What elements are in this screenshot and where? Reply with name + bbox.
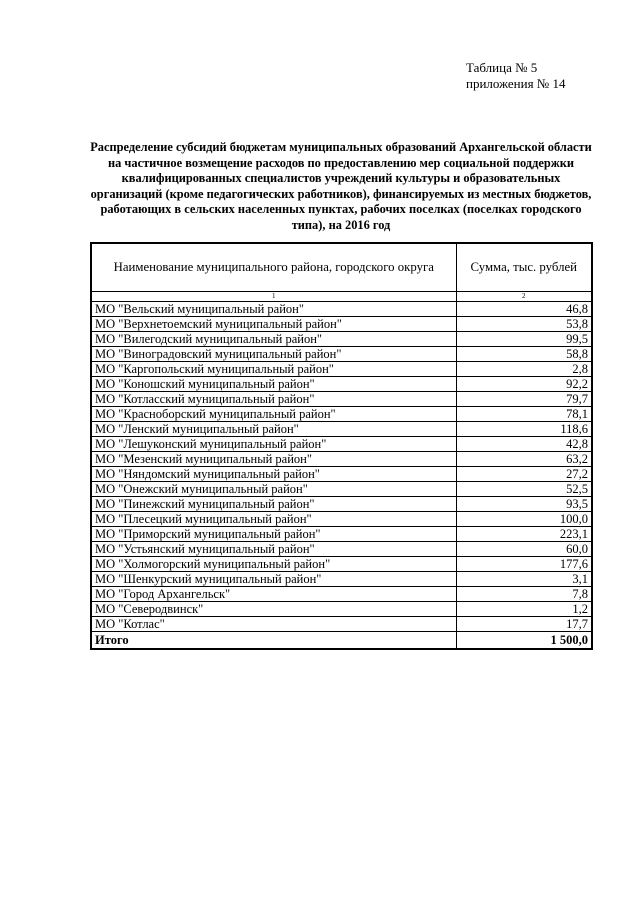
- subsidy-amount: 2,8: [456, 362, 592, 377]
- municipality-name: МО "Котласский муниципальный район": [91, 392, 456, 407]
- subsidy-amount: 177,6: [456, 557, 592, 572]
- subsidy-amount: 58,8: [456, 347, 592, 362]
- municipality-name: МО "Виноградовский муниципальный район": [91, 347, 456, 362]
- column-number-1: 1: [91, 292, 456, 302]
- table-row: [91, 587, 592, 602]
- municipality-name: МО "Вельский муниципальный район": [91, 302, 456, 317]
- municipality-name: МО "Город Архангельск": [91, 587, 456, 602]
- municipality-name: МО "Шенкурский муниципальный район": [91, 572, 456, 587]
- table-row: [91, 362, 592, 377]
- municipality-name: МО "Каргопольский муниципальный район": [91, 362, 456, 377]
- table-row: [91, 422, 592, 437]
- total-row: [91, 632, 592, 650]
- table-row: [91, 467, 592, 482]
- column-number-row: [91, 292, 592, 302]
- municipality-name: МО "Вилегодский муниципальный район": [91, 332, 456, 347]
- column-header-sum: Сумма, тыс. рублей: [456, 243, 592, 292]
- subsidy-amount: 60,0: [456, 542, 592, 557]
- subsidy-amount: 99,5: [456, 332, 592, 347]
- municipality-name: МО "Няндомский муниципальный район": [91, 467, 456, 482]
- table-row: [91, 437, 592, 452]
- subsidy-amount: 17,7: [456, 617, 592, 632]
- table-row: [91, 392, 592, 407]
- table-row: [91, 332, 592, 347]
- subsidy-amount: 42,8: [456, 437, 592, 452]
- column-header-name: Наименование муниципального района, городского округа: [91, 243, 456, 292]
- municipality-name: МО "Мезенский муниципальный район": [91, 452, 456, 467]
- municipality-name: МО "Коношский муниципальный район": [91, 377, 456, 392]
- subsidy-amount: 118,6: [456, 422, 592, 437]
- municipality-name: МО "Верхнетоемский муниципальный район": [91, 317, 456, 332]
- table-row: [91, 347, 592, 362]
- municipality-name: МО "Ленский муниципальный район": [91, 422, 456, 437]
- subsidy-amount: 52,5: [456, 482, 592, 497]
- subsidy-amount: 78,1: [456, 407, 592, 422]
- table-row: [91, 452, 592, 467]
- table-row: [91, 512, 592, 527]
- municipality-name: МО "Устьянский муниципальный район": [91, 542, 456, 557]
- subsidy-amount: 1,2: [456, 602, 592, 617]
- subsidy-amount: 223,1: [456, 527, 592, 542]
- table-row: [91, 302, 592, 317]
- table-row: [91, 317, 592, 332]
- table-row: [91, 602, 592, 617]
- subsidy-amount: 27,2: [456, 467, 592, 482]
- table-row: [91, 527, 592, 542]
- table-number: Таблица № 5: [466, 60, 538, 75]
- table-row: [91, 497, 592, 512]
- table-row: [91, 377, 592, 392]
- municipality-name: МО "Плесецкий муниципальный район": [91, 512, 456, 527]
- municipality-name: МО "Красноборский муниципальный район": [91, 407, 456, 422]
- subsidy-amount: 7,8: [456, 587, 592, 602]
- subsidy-amount: 3,1: [456, 572, 592, 587]
- total-label: Итого: [91, 632, 456, 650]
- subsidy-amount: 79,7: [456, 392, 592, 407]
- table-row: [91, 557, 592, 572]
- municipality-name: МО "Северодвинск": [91, 602, 456, 617]
- subsidy-amount: 63,2: [456, 452, 592, 467]
- subsidy-table: [90, 242, 593, 650]
- column-number-2: 2: [456, 292, 592, 302]
- table-body: [91, 302, 592, 632]
- appendix-number: приложения № 14: [466, 76, 566, 91]
- municipality-name: МО "Холмогорский муниципальный район": [91, 557, 456, 572]
- municipality-name: МО "Котлас": [91, 617, 456, 632]
- table-row: [91, 542, 592, 557]
- table-row: [91, 617, 592, 632]
- table-row: [91, 407, 592, 422]
- subsidy-amount: 100,0: [456, 512, 592, 527]
- subsidy-amount: 53,8: [456, 317, 592, 332]
- municipality-name: МО "Лешуконский муниципальный район": [91, 437, 456, 452]
- table-row: [91, 572, 592, 587]
- subsidy-amount: 92,2: [456, 377, 592, 392]
- subsidy-amount: 46,8: [456, 302, 592, 317]
- table-row: [91, 482, 592, 497]
- total-sum: 1 500,0: [456, 632, 592, 650]
- table-header-row: [91, 243, 592, 292]
- municipality-name: МО "Пинежский муниципальный район": [91, 497, 456, 512]
- municipality-name: МО "Онежский муниципальный район": [91, 482, 456, 497]
- municipality-name: МО "Приморский муниципальный район": [91, 527, 456, 542]
- document-title: Распределение субсидий бюджетам муниципальных образований Архангельской области на частичное возмещение расходов по предоставлению мер социальной поддержки квалифицированных специалистов учреждений культуры и образовательных организаций (кроме педагогических работников), финансируемых из местных бюджетов, работающих в сельских населенных пунктах, рабочих поселках (поселках городского типа), на 2016 год: [90, 140, 592, 232]
- subsidy-amount: 93,5: [456, 497, 592, 512]
- table-reference-note: [466, 60, 565, 92]
